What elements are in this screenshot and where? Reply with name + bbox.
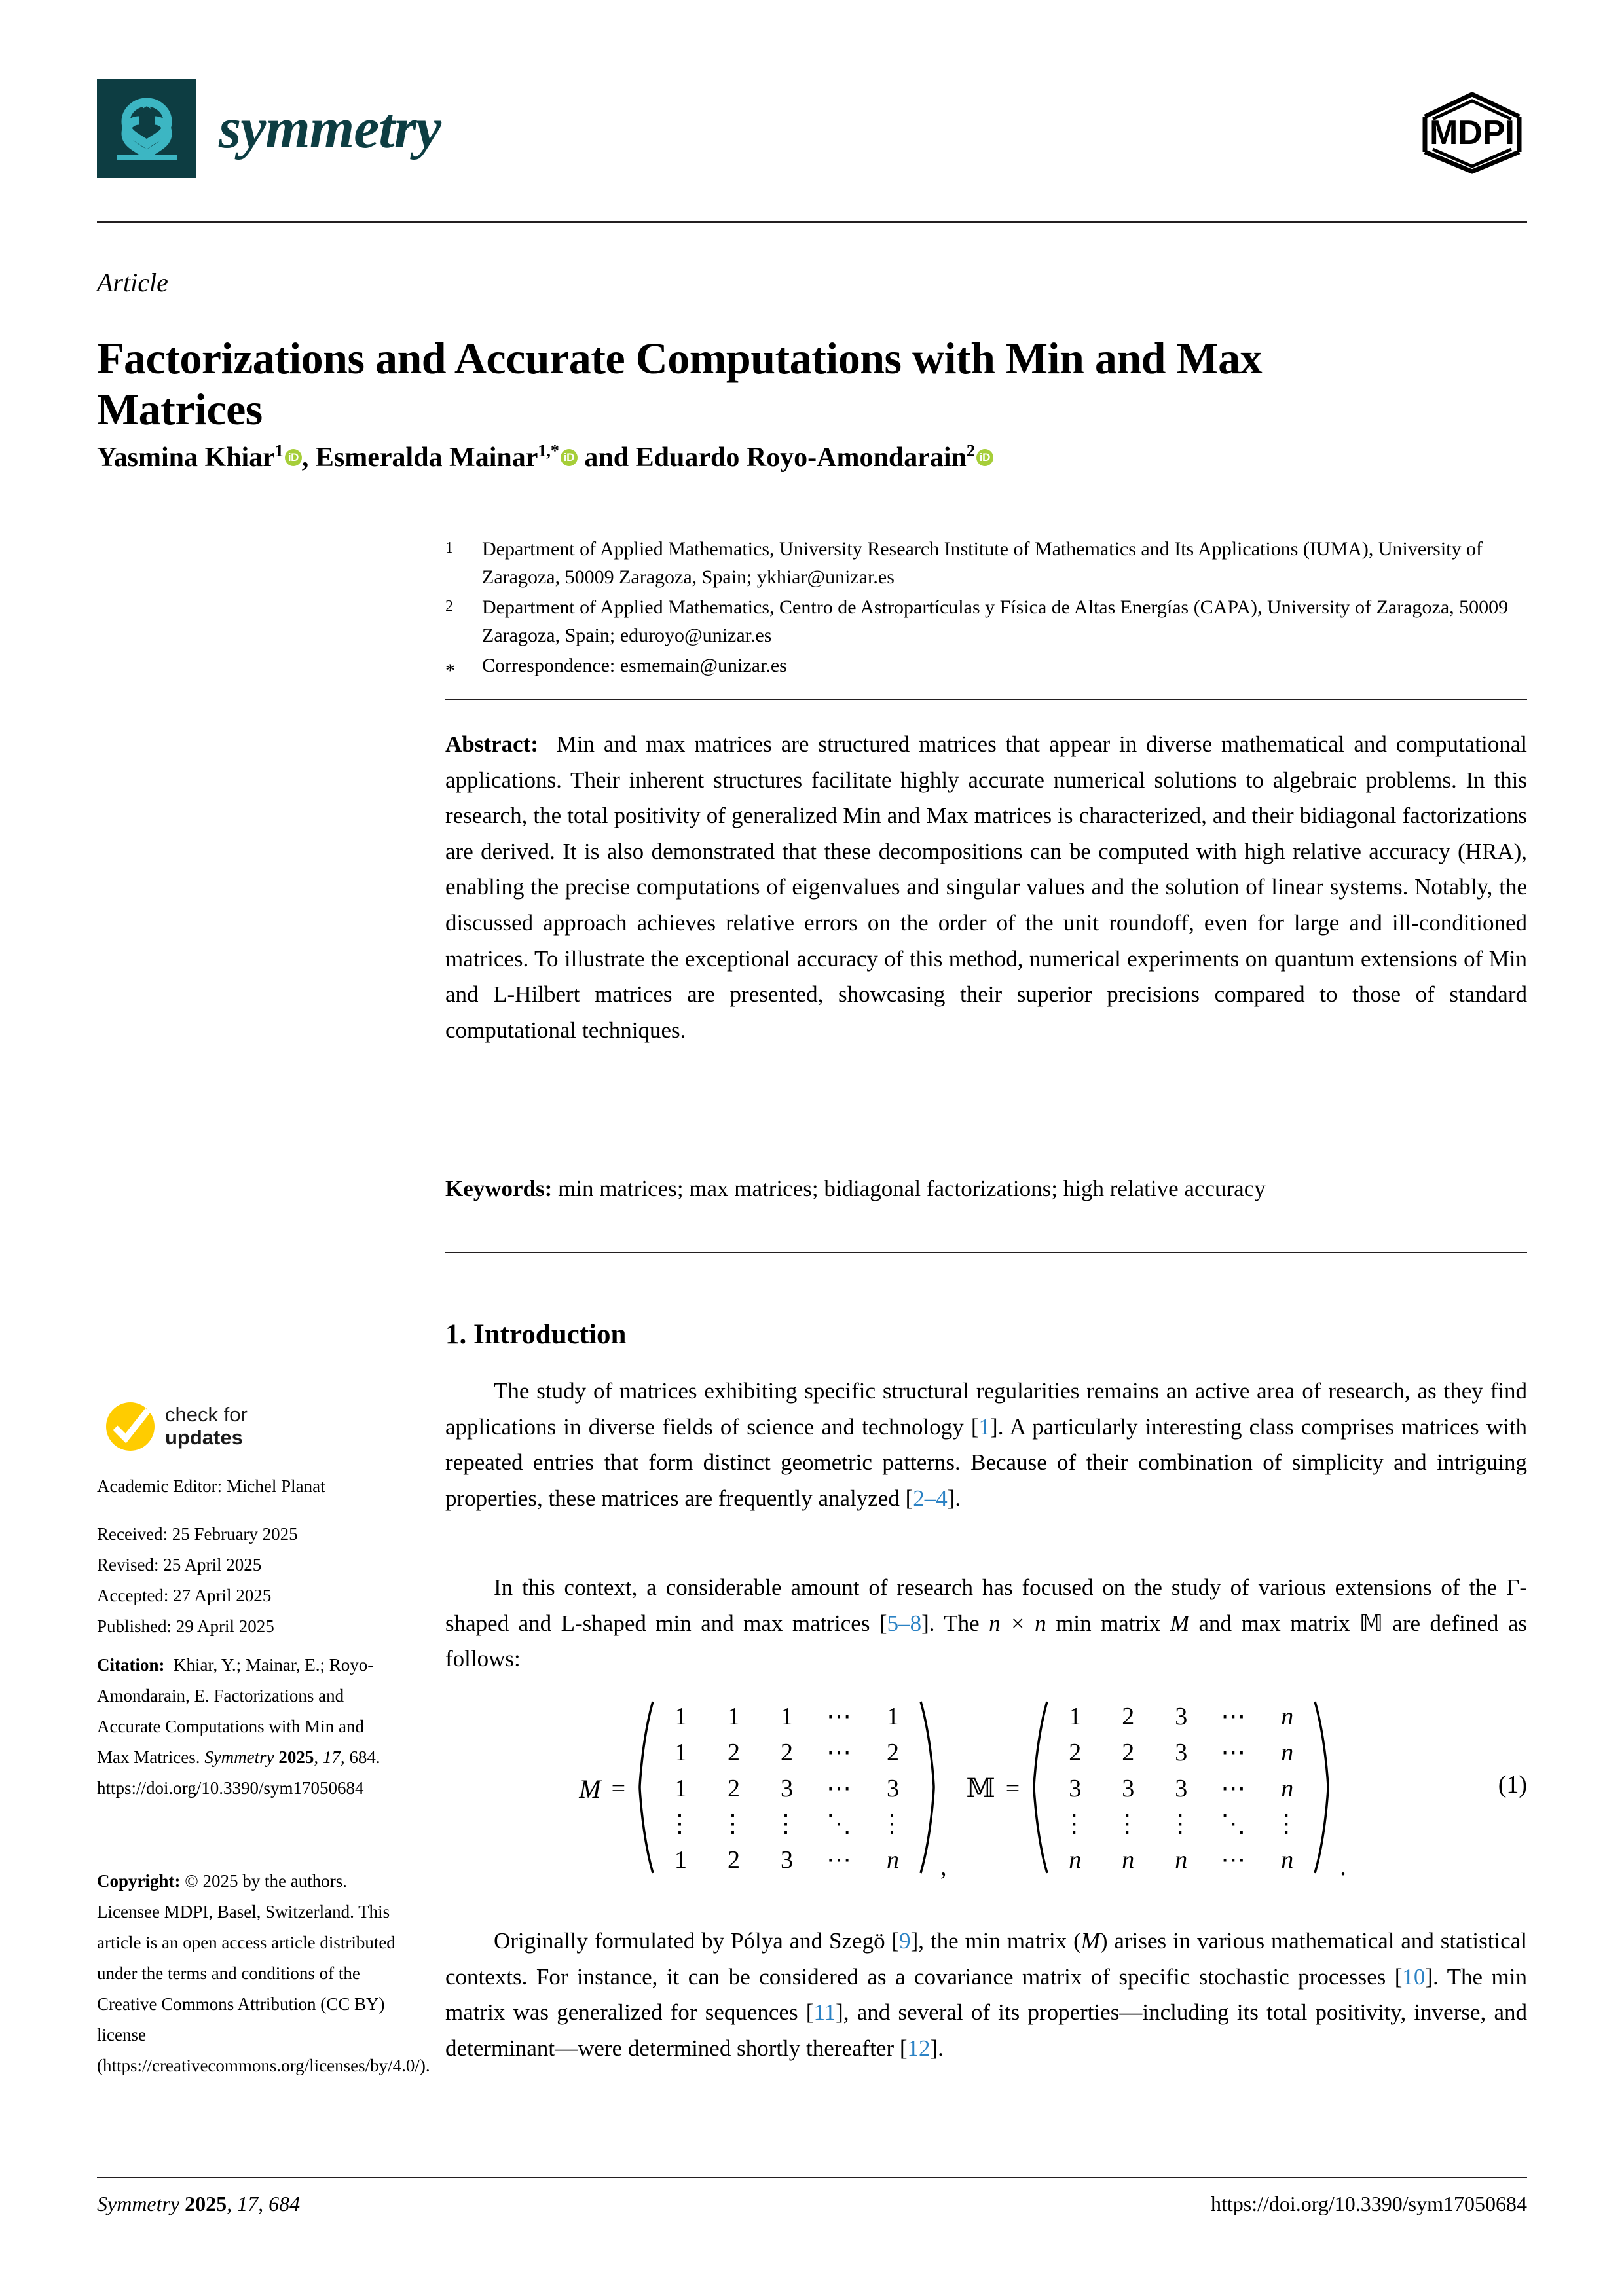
author-conjunction: and (577, 443, 636, 473)
affiliation-marker: 1 (445, 539, 453, 556)
orcid-icon[interactable]: iD (976, 449, 993, 466)
matrix-left-paren-icon (1031, 1699, 1048, 1878)
matrix-cell: 2 (887, 1739, 900, 1767)
author-affil-marker: 1,* (538, 441, 559, 460)
cfu-line-1: check for (165, 1403, 248, 1427)
citation-pages: 684 (349, 1747, 376, 1767)
equation-equals: = (611, 1775, 626, 1802)
matrix-cell: 3 (1175, 1703, 1188, 1731)
citation-link[interactable]: 12 (907, 2035, 931, 2061)
abstract-bottom-divider (445, 1252, 1527, 1253)
matrix-cell: n (1175, 1846, 1188, 1874)
text-run: The study of matrices exhibiting specific structural regularities remains an active area of research, as they find applications in diverse fields of science and technology [ (445, 1378, 1527, 1440)
matrix-cell: ⋮ (773, 1810, 801, 1838)
equation-separator: , (940, 1853, 947, 1881)
matrix-cell: 1 (674, 1846, 688, 1874)
matrix-cell: ⋯ (826, 1774, 854, 1802)
date-published: Published: 29 April 2025 (97, 1616, 274, 1636)
footer-year: 2025 (185, 2192, 227, 2215)
check-for-updates-text (165, 1404, 248, 1449)
matrix-cell: 3 (781, 1846, 794, 1874)
page-header (97, 79, 1527, 160)
journal-logo[interactable] (97, 79, 441, 178)
matrix-cell: ⋮ (667, 1810, 695, 1838)
equation-min-label: M (579, 1774, 601, 1804)
matrix-cell: ⋮ (1168, 1810, 1195, 1838)
matrix-row (1048, 1699, 1314, 1735)
keywords-block (445, 1172, 1527, 1207)
text-run: and max matrix 𝕄 are defined as follows: (445, 1610, 1528, 1672)
academic-editor: Academic Editor: Michel Planat (97, 1476, 325, 1496)
correspondence-row (445, 652, 1527, 685)
matrix-cell: n (1281, 1703, 1294, 1731)
equation-equals-2: = (1005, 1775, 1020, 1802)
yellow-check-circle-icon (105, 1401, 156, 1452)
min-matrix (637, 1699, 936, 1878)
matrix-cell: ⋯ (826, 1703, 854, 1731)
matrix-right-paren-icon (919, 1699, 936, 1878)
matrix-cell: ⋮ (720, 1810, 748, 1838)
matrix-row (654, 1735, 919, 1771)
paragraph-intro-1 (445, 1374, 1527, 1516)
citation-link[interactable]: 1 (978, 1413, 991, 1440)
author-name: Eduardo Royo-Amondarain (635, 443, 967, 473)
citation-link[interactable]: 2–4 (913, 1485, 948, 1511)
citation-journal: Symmetry (204, 1747, 274, 1767)
matrix-cell: 3 (1069, 1774, 1082, 1802)
matrix-row (654, 1842, 919, 1878)
max-matrix (1031, 1699, 1331, 1878)
copyright-text: © 2025 by the authors. Licensee MDPI, Basel, Switzerland. This article is an open access article distributed under the terms and conditions of the Creative Commons Attribution (CC BY) license (https://creativecommons.org/licenses/by/4.0/). (97, 1871, 430, 2075)
check-for-updates-badge[interactable] (105, 1401, 380, 1452)
cfu-line-2: updates (165, 1426, 243, 1449)
citation-link[interactable]: 9 (899, 1928, 911, 1954)
author-affil-marker: 1 (274, 441, 284, 460)
equation-number: (1) (1498, 1771, 1527, 1798)
author-list (97, 440, 1472, 476)
affiliation-text: Department of Applied Mathematics, Centro de Astropartículas y Física de Altas Energías (CAPA), University of Zaragoza, 50009 Zaragoza, Spain; eduroyo@unizar.es (482, 596, 1509, 646)
svg-text:MDPI: MDPI (1430, 114, 1515, 152)
footer-divider (97, 2177, 1527, 2178)
matrix-cell: ⋯ (1221, 1703, 1248, 1731)
matrix-cell: ⋱ (826, 1810, 854, 1838)
matrix-row (654, 1771, 919, 1807)
matrix-cell: 3 (1175, 1739, 1188, 1767)
matrix-cell: ⋮ (1115, 1810, 1142, 1838)
affiliation-row (445, 594, 1527, 649)
copyright-label: Copyright: (97, 1871, 181, 1891)
article-type-label: Article (97, 268, 168, 297)
matrix-cell: 1 (674, 1774, 688, 1802)
inline-math: M (1080, 1928, 1100, 1954)
author-separator: , (301, 443, 316, 473)
text-run: ], the min matrix ( (910, 1928, 1081, 1954)
text-run: ]. (947, 1485, 961, 1511)
matrix-row (654, 1806, 919, 1842)
matrix-cell: ⋮ (1274, 1810, 1301, 1838)
text-run: Originally formulated by Pólya and Szegö [ (494, 1928, 900, 1954)
matrix-cell: 3 (781, 1774, 794, 1802)
text-run: ], and several of its properties—including its total positivity, inverse, and determinant—were determined shortly thereafter [ (445, 1999, 1527, 2061)
matrix-row (1048, 1771, 1314, 1807)
text-run: ) arises in various mathematical and statistical contexts. For instance, it can be considered as a covariance matrix of specific stochastic processes [ (445, 1928, 1527, 1990)
matrix-cell: 1 (887, 1703, 900, 1731)
matrix-left-paren-icon (637, 1699, 654, 1878)
matrix-cell: 2 (1069, 1739, 1082, 1767)
equation-terminator: . (1340, 1853, 1346, 1881)
equation-1 (445, 1684, 1527, 1893)
correspondence-text: Correspondence: esmemain@unizar.es (482, 655, 787, 677)
matrix-cell: n (1281, 1774, 1294, 1802)
matrix-cell: ⋯ (1221, 1846, 1248, 1874)
footer-journal: Symmetry (97, 2192, 180, 2215)
matrix-cell: ⋱ (1221, 1810, 1248, 1838)
matrix-row (1048, 1735, 1314, 1771)
matrix-cell: 2 (728, 1846, 741, 1874)
matrix-cell: n (887, 1846, 900, 1874)
affiliations-block (445, 536, 1527, 688)
affiliation-text: Department of Applied Mathematics, University Research Institute of Mathematics and Its Applications (IUMA), University of Zaragoza, 50009 Zaragoza, Spain; ykhiar@unizar.es (482, 538, 1483, 588)
matrix-right-paren-icon (1314, 1699, 1331, 1878)
citation-year: 2025 (278, 1747, 314, 1767)
text-run: In this context, a considerable amount of research has focused on the study of various extensions of the Γ-shaped and L-shaped min and max matrices [ (445, 1575, 1527, 1636)
matrix-row (1048, 1842, 1314, 1878)
paragraph-intro-2 (445, 1570, 1527, 1677)
matrix-cell: ⋮ (1061, 1810, 1089, 1838)
matrix-cell: 2 (728, 1739, 741, 1767)
inline-math: n × n (989, 1610, 1046, 1636)
citation-doi[interactable]: https://doi.org/10.3390/sym17050684 (97, 1777, 364, 1798)
abstract-block (445, 727, 1527, 1048)
equation-max-label: 𝕄 (966, 1774, 995, 1804)
text-run: ]. The (921, 1610, 989, 1636)
matrix-cell: 1 (674, 1739, 688, 1767)
affiliation-row (445, 536, 1527, 591)
matrix-cell: n (1281, 1739, 1294, 1767)
author-affil-marker: 2 (966, 441, 975, 460)
abstract-text: Min and max matrices are structured matrices that appear in diverse mathematical and computational applications. Their inherent structures facilitate highly accurate numerical solutions to algebraic problems. In this research, the total positivity of generalized Min and Max matrices is characterized, and their bidiagonal factorizations are derived. It is also demonstrated that these decompositions can be computed with high relative accuracy (HRA), enabling the precise computations of eigenvalues and singular values and the solution of linear systems. Notably, the discussed approach achieves relative errors on the order of the unit roundoff, even for large and ill-conditioned matrices. To illustrate the exceptional accuracy of this method, numerical experiments on quantum extensions of Min and L-Hilbert matrices are presented, showcasing their superior precisions compared to those of standard computational techniques. (445, 731, 1527, 1043)
matrix-cell: n (1281, 1846, 1294, 1874)
abstract-label: Abstract: (445, 731, 538, 757)
page-title: Factorizations and Accurate Computations with Min and Max Matrices (97, 333, 1263, 435)
date-accepted: Accepted: 27 April 2025 (97, 1585, 272, 1605)
matrix-cell: ⋯ (826, 1739, 854, 1767)
matrix-cell: ⋯ (826, 1846, 854, 1874)
matrix-cell: ⋯ (1221, 1774, 1248, 1802)
correspondence-marker: * (445, 660, 455, 682)
matrix-row (654, 1699, 919, 1735)
date-revised: Revised: 25 April 2025 (97, 1554, 262, 1575)
text-run: ]. (930, 2035, 944, 2061)
section-heading-introduction: 1. Introduction (445, 1319, 627, 1350)
publication-dates (97, 1519, 411, 1642)
text-run: ]. A particularly interesting class comprises matrices with repeated entries that form distinct geometric patterns. Because of their combination of simplicity and intriguing properties, these matrices are frequently analyzed [ (445, 1413, 1527, 1511)
text-run: ]. The min matrix was generalized for sequences [ (445, 1963, 1527, 2026)
citation-authors: Khiar, Y.; Mainar, E.; Royo-Amondarain, E. Factorizations and Accurate Computations with Min and Max Matrices. (97, 1655, 374, 1767)
author-name: Esmeralda Mainar (315, 443, 538, 473)
matrix-cell: 2 (1122, 1703, 1135, 1731)
header-divider (97, 221, 1527, 223)
mdpi-hexagon-logo-icon[interactable] (1417, 89, 1527, 175)
citation-volume: 17 (322, 1747, 341, 1767)
affiliation-marker: 2 (445, 598, 453, 615)
keywords-label: Keywords: (445, 1176, 553, 1201)
matrix-cell: 1 (674, 1703, 688, 1731)
matrix-cell: 3 (1122, 1774, 1135, 1802)
matrix-cell: 1 (781, 1703, 794, 1731)
matrix-cell: 2 (781, 1739, 794, 1767)
matrix-cell: ⋯ (1221, 1739, 1248, 1767)
citation-link[interactable]: 10 (1402, 1963, 1426, 1990)
matrix-cell: 2 (728, 1774, 741, 1802)
citation-link[interactable]: 5–8 (887, 1610, 922, 1636)
footer-volume-pages: , 17, 684 (227, 2192, 301, 2215)
orcid-icon[interactable]: iD (561, 449, 578, 466)
citation-label: Citation: (97, 1655, 165, 1675)
matrix-cell: 3 (887, 1774, 900, 1802)
matrix-cell: ⋮ (879, 1810, 907, 1838)
matrix-cell: 2 (1122, 1739, 1135, 1767)
journal-title: symmetry (219, 96, 441, 160)
matrix-cell: n (1069, 1846, 1082, 1874)
paragraph-intro-3 (445, 1923, 1527, 2066)
footer-doi-link[interactable]: https://doi.org/10.3390/sym17050684 (1211, 2192, 1527, 2215)
matrix-cell: n (1122, 1846, 1135, 1874)
text-run: min matrix (1046, 1610, 1170, 1636)
orcid-icon[interactable]: iD (285, 449, 302, 466)
footer-citation (97, 2192, 300, 2216)
author-name: Yasmina Khiar (97, 443, 275, 473)
keywords-text: min matrices; max matrices; bidiagonal factorizations; high relative accuracy (558, 1176, 1266, 1201)
citation-link[interactable]: 11 (813, 1999, 836, 2026)
matrix-cell: 1 (728, 1703, 741, 1731)
abstract-top-divider (445, 699, 1527, 700)
copyright-block (97, 1866, 430, 2081)
matrix-cell: 1 (1069, 1703, 1082, 1731)
date-received: Received: 25 February 2025 (97, 1524, 298, 1544)
inline-math: M (1170, 1610, 1190, 1636)
matrix-cell: 3 (1175, 1774, 1188, 1802)
citation-block: Citation: Khiar, Y.; Mainar, E.; Royo-Amondarain, E. Factorizations and Accurate Computations with Min and Max Matrices. Symmetry 2025, 17, 684. https://doi.org/10.3390/sym17050684 (97, 1655, 380, 1798)
matrix-row (1048, 1806, 1314, 1842)
symmetry-heart-logo-icon (97, 79, 196, 178)
